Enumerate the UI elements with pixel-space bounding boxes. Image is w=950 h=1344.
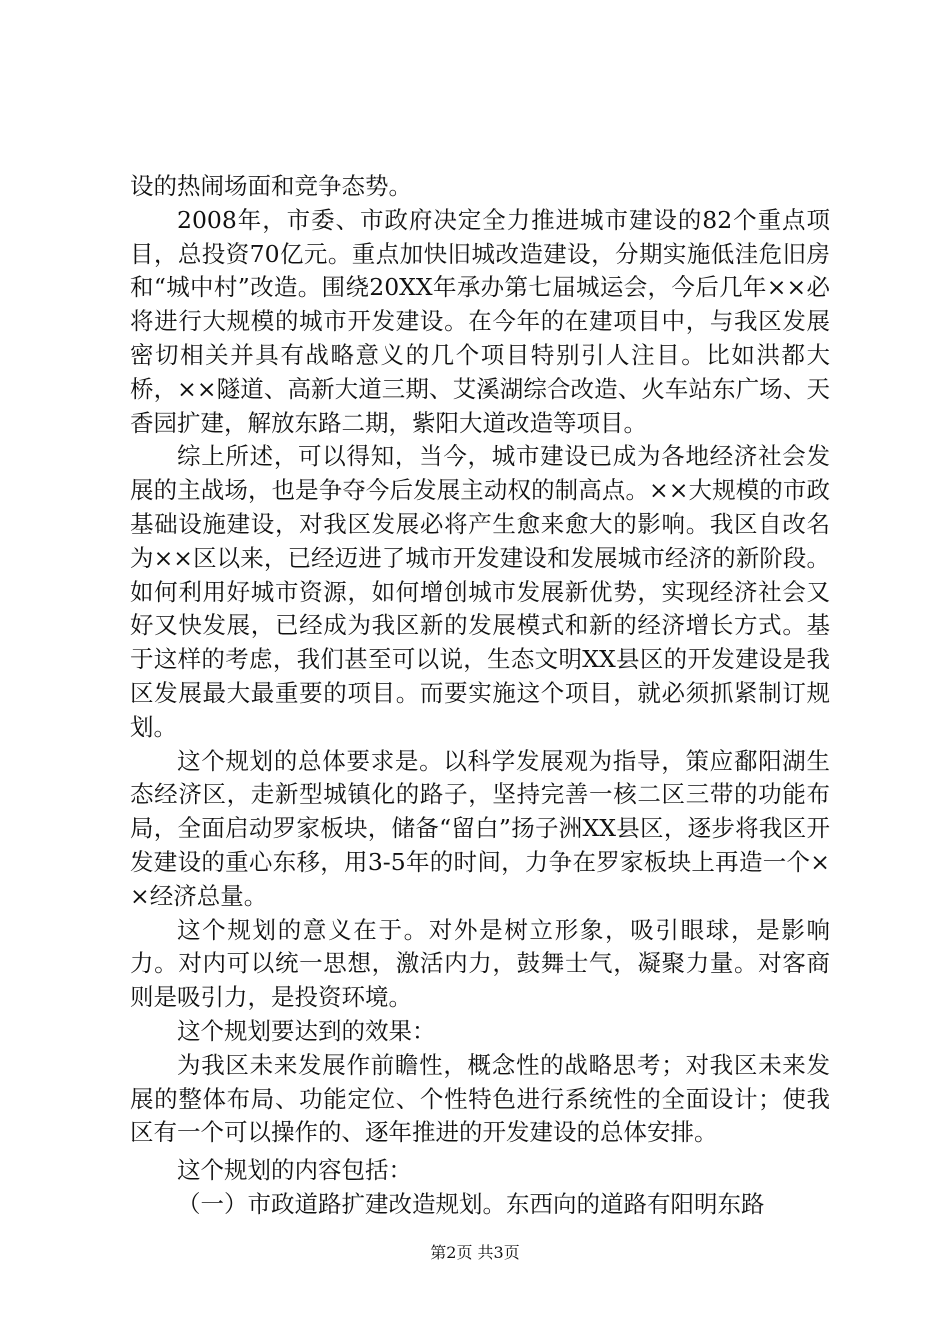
paragraph-significance: 这个规划的意义在于。对外是树立形象，吸引眼球，是影响力。对内可以统一思想，激活内力，鼓舞士气，凝聚力量。对客商则是吸引力，是投资环境。 — [130, 915, 830, 1012]
paragraph-2008-projects: 2008年，市委、市政府决定全力推进城市建设的82个重点项目，总投资70亿元。重点加快旧城改造建设，分期实施低洼危旧房和“城中村”改造。围绕20XX年承办第七届城运会，今后几年××必将进行大规模的城市开发建设。在今年的在建项目中，与我区发展密切相关并具有战略意义的几个项目特别引人注目。比如洪都大桥，××隧道、高新大道三期、艾溪湖综合改造、火车站东广场、天香园扩建，解放东路二期，紫阳大道改造等项目。 — [130, 205, 830, 437]
page-number: 第2页 共3页 — [430, 1243, 520, 1262]
paragraph-contents-heading: 这个规划的内容包括： — [177, 1156, 412, 1185]
paragraph-overall-requirements: 这个规划的总体要求是。以科学发展观为指导，策应鄱阳湖生态经济区，走新型城镇化的路子，坚持完善一核二区三带的功能布局，全面启动罗家板块，储备“留白”扬子洲XX县区，逐步将我区开发建设的重心东移，用3-5年的时间，力争在罗家板块上再造一个××经济总量。 — [130, 746, 830, 910]
paragraph-effects: 为我区未来发展作前瞻性，概念性的战略思考；对我区未来发展的整体布局、功能定位、个性特色进行系统性的全面设计；使我区有一个可以操作的、逐年推进的开发建设的总体安排。 — [130, 1050, 830, 1147]
paragraph-road-planning: （一）市政道路扩建改造规划。东西向的道路有阳明东路 — [177, 1189, 765, 1218]
paragraph-effects-heading: 这个规划要达到的效果： — [177, 1016, 436, 1045]
document-body — [130, 170, 830, 1222]
paragraph-summary: 综上所述，可以得知，当今，城市建设已成为各地经济社会发展的主战场，也是争夺今后发展主动权的制高点。××大规模的市政基础设施建设，对我区发展必将产生愈来愈大的影响。我区自改名为××区以来，已经迈进了城市开发建设和发展城市经济的新阶段。如何利用好城市资源，如何增创城市发展新优势，实现经济社会又好又快发展，已经成为我区新的发展模式和新的经济增长方式。基于这样的考虑，我们甚至可以说，生态文明XX县区的开发建设是我区发展最大最重要的项目。而要实施这个项目，就必须抓紧制订规划。 — [130, 442, 830, 741]
paragraph-continuation: 设的热闹场面和竞争态势。 — [130, 172, 412, 200]
